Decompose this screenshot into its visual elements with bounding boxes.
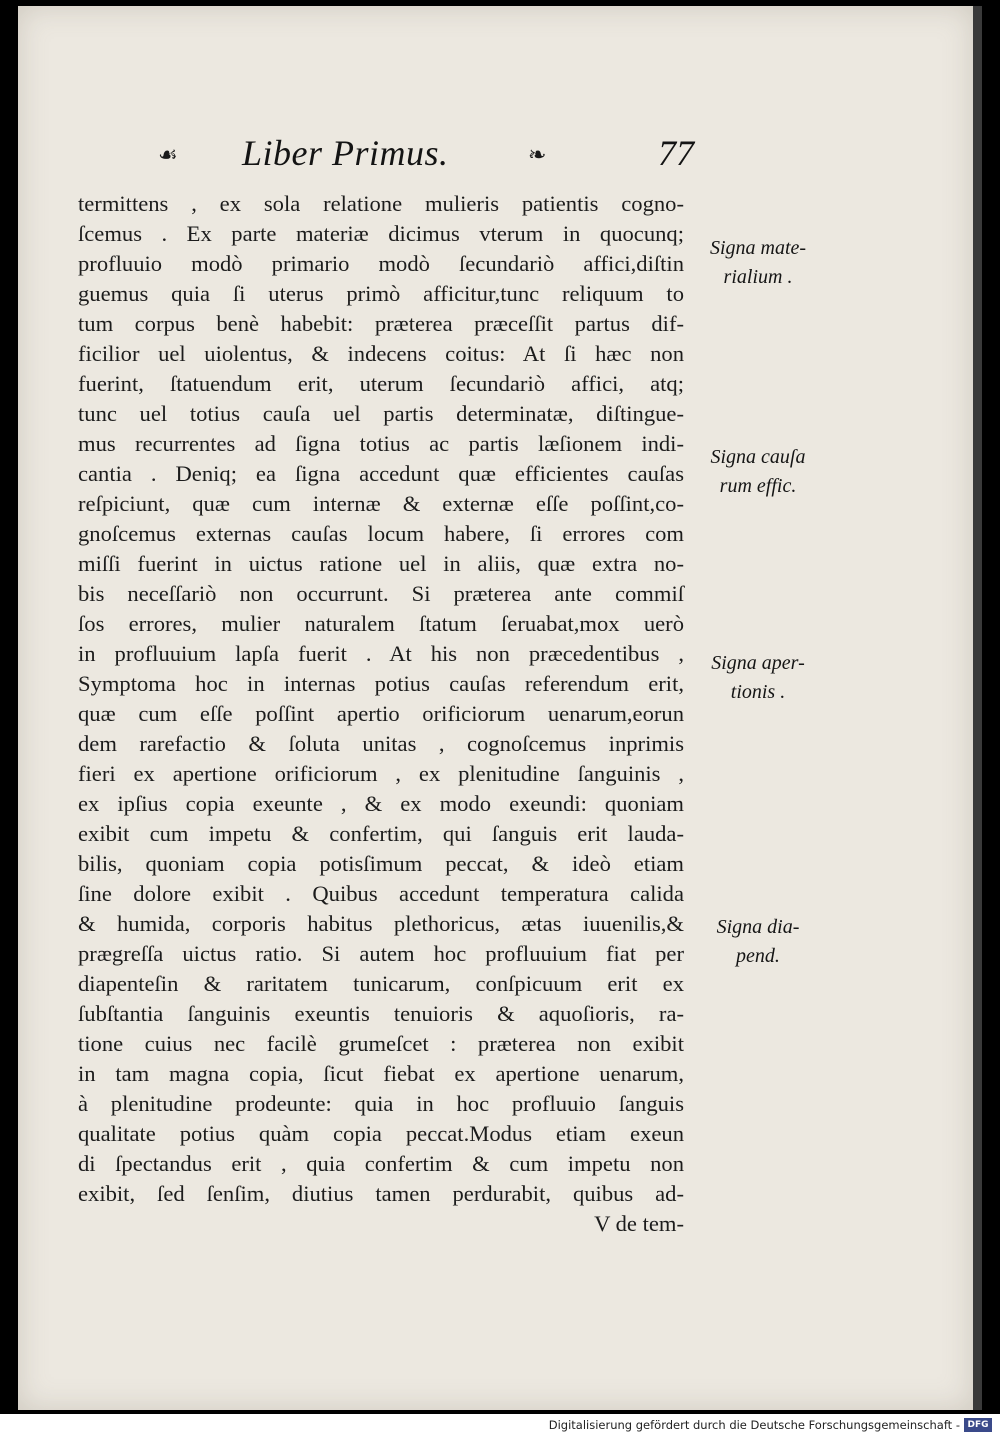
- margin-note-line: Signa aper-: [711, 652, 805, 674]
- text-line: guemus quia ſi uterus primò afficitur,tunc reliquum to: [78, 281, 684, 306]
- text-line: ſos errores, mulier naturalem ſtatum ſeruabat,mox uerò: [78, 611, 684, 636]
- text-line: reſpiciunt, quæ cum internæ & externæ eſſe poſſint,co-: [78, 491, 684, 516]
- margin-note-line: tionis .: [730, 681, 786, 703]
- running-title: Liber Primus.: [242, 133, 449, 173]
- text-line: gnoſcemus externas cauſas locum habere, ſi errores com: [78, 521, 684, 546]
- margin-note-line: pend.: [736, 945, 780, 967]
- text-line: di ſpectandus erit , quia confertim & cum impetu non: [78, 1151, 684, 1176]
- text-line: fuerint, ſtatuendum erit, uterum ſecundariò affici, atq;: [78, 371, 684, 396]
- text-line: exibit, ſed ſenſim, diutius tamen perdurabit, quibus ad-: [78, 1181, 684, 1206]
- text-line: mus recurrentes ad ſigna totius ac partis læſionem indi-: [78, 431, 684, 456]
- page-edge: [973, 6, 982, 1410]
- text-line: tunc uel totius cauſa uel partis determinatæ, diſtingue-: [78, 401, 684, 426]
- text-line: qualitate potius quàm copia peccat.Modus etiam exeun: [78, 1121, 684, 1146]
- text-line: bilis, quoniam copia potisſimum peccat, & ideò etiam: [78, 851, 684, 876]
- page-header: [138, 128, 718, 188]
- text-line: ſubſtantia ſanguinis exeuntis tenuioris & aquoſioris, ra-: [78, 1001, 684, 1026]
- text-line: tum corpus benè habebit: præterea præceſſit partus dif-: [78, 311, 684, 336]
- text-line: exibit cum impetu & confertim, qui ſanguis erit lauda-: [78, 821, 684, 846]
- catchword-line: V de tem-: [594, 1211, 684, 1236]
- book-page: [18, 6, 973, 1410]
- margin-note-materialium: [694, 234, 822, 292]
- margin-note-line: Signa cauſa: [710, 446, 806, 468]
- text-line: termittens , ex sola relatione mulieris patientis cogno-: [78, 191, 684, 216]
- text-line: prægreſſa uictus ratio. Si autem hoc profluuium fiat per: [78, 941, 684, 966]
- text-line: ſine dolore exibit . Quibus accedunt temperatura calida: [78, 881, 684, 906]
- margin-note-line: Signa dia-: [716, 916, 800, 938]
- text-line: ſcemus . Ex parte materiæ dicimus vterum in quocunq;: [78, 221, 684, 246]
- page-number: 77: [658, 133, 694, 173]
- text-line: dem rarefactio & ſoluta unitas , cognoſcemus inprimis: [78, 731, 684, 756]
- text-line: cantia . Deniq; ea ſigna accedunt quæ efficientes cauſas: [78, 461, 684, 486]
- fleuron-ornament-left: ☙: [158, 142, 178, 167]
- text-line: in tam magna copia, ſicut fiebat ex apertione uenarum,: [78, 1061, 684, 1086]
- text-line: à plenitudine prodeunte: quia in hoc profluuio ſanguis: [78, 1091, 684, 1116]
- text-line: ficilior uel uiolentus, & indecens coitus: At ſi hæc non: [78, 341, 684, 366]
- margin-note-line: rum effic.: [719, 475, 797, 497]
- fleuron-ornament-right: ❧: [528, 142, 547, 167]
- funding-notice: Digitalisierung gefördert durch die Deutsche Forschungsgemeinschaft -: [548, 1418, 960, 1432]
- text-line: bis neceſſariò non occurrunt. Si præterea ante commiſ: [78, 581, 684, 606]
- margin-note-line: rialium .: [723, 266, 793, 288]
- text-line: fieri ex apertione orificiorum , ex plenitudine ſanguinis ,: [78, 761, 684, 786]
- margin-note-causarum: [694, 443, 822, 501]
- text-line: ex ipſius copia exeunte , & ex modo exeundi: quoniam: [78, 791, 684, 816]
- text-line: quæ cum eſſe poſſint apertio orificiorum uenarum,eorun: [78, 701, 684, 726]
- dfg-logo-icon: DFG: [964, 1418, 992, 1432]
- text-line: profluuio modò primario modò ſecundariò affici,diſtin: [78, 251, 684, 276]
- body-text: [78, 189, 684, 1239]
- text-line: diapenteſin & raritatem tunicarum, conſpicuum erit ex: [78, 971, 684, 996]
- text-line: Symptoma hoc in internas potius cauſas referendum erit,: [78, 671, 684, 696]
- text-line: tione cuius nec facilè grumeſcet : præterea non exibit: [78, 1031, 684, 1056]
- margin-note-line: Signa mate-: [709, 237, 807, 259]
- text-line: & humida, corporis habitus plethoricus, ætas iuuenilis,&: [78, 911, 684, 936]
- text-line: in profluuium lapſa fuerit . At his non præcedentibus ,: [78, 641, 684, 666]
- text-line: miſſi fuerint in uictus ratione uel in aliis, quæ extra no-: [78, 551, 684, 576]
- margin-note-diapend: [694, 913, 822, 971]
- margin-note-apertionis: [694, 649, 822, 707]
- footer-bar: [0, 1414, 1000, 1437]
